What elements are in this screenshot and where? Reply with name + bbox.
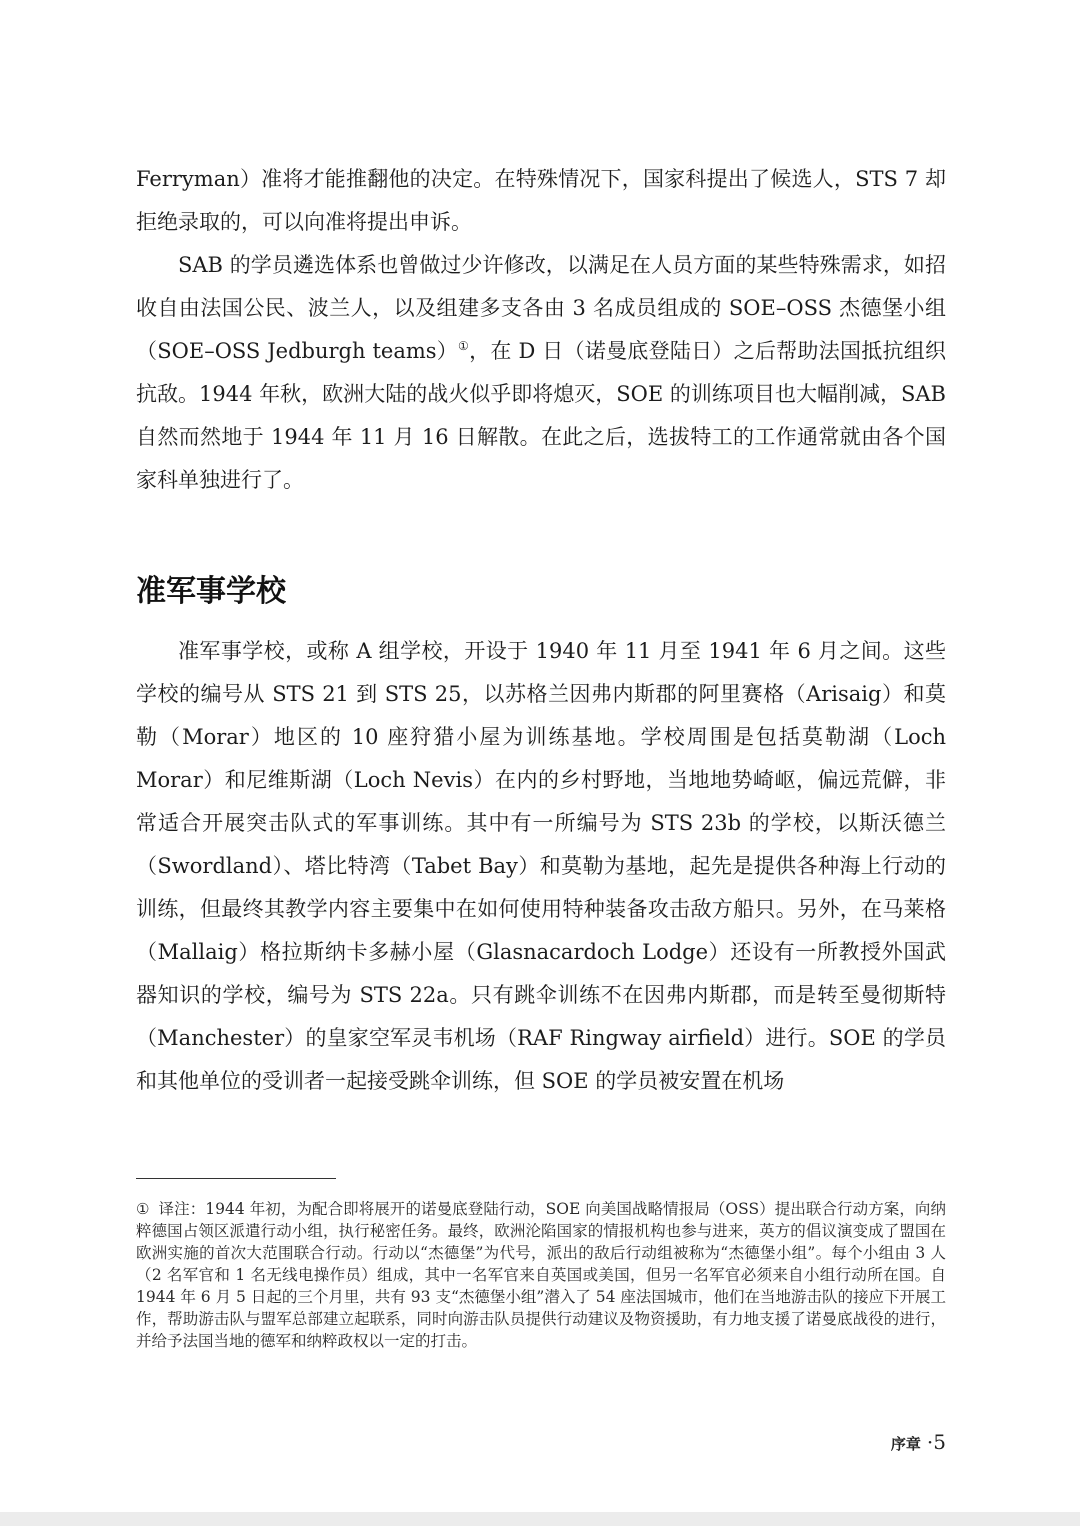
footnote-divider (136, 1178, 336, 1179)
body-text-top (136, 158, 946, 502)
bottom-edge (0, 1512, 1080, 1526)
section-heading: 准军事学校 (136, 574, 286, 609)
paragraph-sab-text-a: SAB 的学员遴选体系也曾做过少许修改，以满足在人员方面的某些特殊需求，如招收自由法国公民、波兰人，以及组建多支各由 3 名成员组成的 SOE–OSS 杰德堡小组（SOE–OSS Jedburgh teams） (136, 253, 946, 363)
footnote-marker: ① (136, 1200, 150, 1218)
page-number: ·5 (926, 1430, 946, 1454)
footnote-reference[interactable]: ① (458, 339, 470, 353)
footnote (136, 1198, 946, 1352)
footnote-text: 译注：1944 年初，为配合即将展开的诺曼底登陆行动，SOE 向美国战略情报局（OSS）提出联合行动方案，向纳粹德国占领区派遣行动小组，执行秘密任务。最终，欧洲沦陷国家的情报机构也参与进来，英方的倡议演变成了盟国在欧洲实施的首次大范围联合行动。行动以“杰德堡”为代号，派出的敌后行动组被称为“杰德堡小组”。每个小组由 3 人（2 名军官和 1 名无线电操作员）组成，其中一名军官来自英国或美国，但另一名军官必须来自小组行动所在国。自 1944 年 6 月 5 日起的三个月里，共有 93 支“杰德堡小组”潜入了 54 座法国城市，他们在当地游击队的接应下开展工作，帮助游击队与盟军总部建立起联系，同时向游击队员提供行动建议及物资援助，有力地支援了诺曼底战役的进行，并给予法国当地的德军和纳粹政权以一定的打击。 (136, 1200, 946, 1350)
paragraph-continued (136, 158, 946, 244)
paragraph-continued-text: Ferryman）准将才能推翻他的决定。在特殊情况下，国家科提出了候选人，STS 7 却拒绝录取的，可以向准将提出申诉。 (136, 167, 946, 234)
paragraph-paramilitary: 准军事学校，或称 A 组学校，开设于 1940 年 11 月至 1941 年 6 月之间。这些学校的编号从 STS 21 到 STS 25，以苏格兰因弗内斯郡的阿里赛格（Arisaig）和莫勒（Morar）地区的 10 座狩猎小屋为训练基地。学校周围是包括莫勒湖（Loch Morar）和尼维斯湖（Loch Nevis）在内的乡村野地，当地地势崎岖，偏远荒僻，非常适合开展突击队式的军事训练。其中有一所编号为 STS 23b 的学校，以斯沃德兰（Swordland）、塔比特湾（Tabet Bay）和莫勒为基地，起先是提供各种海上行动的训练，但最终其教学内容主要集中在如何使用特种装备攻击敌方船只。另外，在马莱格（Mallaig）格拉斯纳卡多赫小屋（Glasnacardoch Lodge）还设有一所教授外国武器知识的学校，编号为 STS 22a。只有跳伞训练不在因弗内斯郡，而是转至曼彻斯特（Manchester）的皇家空军灵韦机场（RAF Ringway airfield）进行。SOE 的学员和其他单位的受训者一起接受跳伞训练，但 SOE 的学员被安置在机场 (136, 639, 946, 1093)
page-footer (891, 1430, 946, 1456)
body-text-section (136, 630, 946, 1103)
paragraph-sab-text-b: ，在 D 日（诺曼底登陆日）之后帮助法国抵抗组织抗敌。1944 年秋，欧洲大陆的战火似乎即将熄灭，SOE 的训练项目也大幅削减，SAB 自然而然地于 1944 年 11 月 16 日解散。在此之后，选拔特工的工作通常就由各个国家科单独进行了。 (136, 339, 946, 492)
paragraph-sab (136, 244, 946, 502)
chapter-label: 序章 (890, 1435, 921, 1453)
